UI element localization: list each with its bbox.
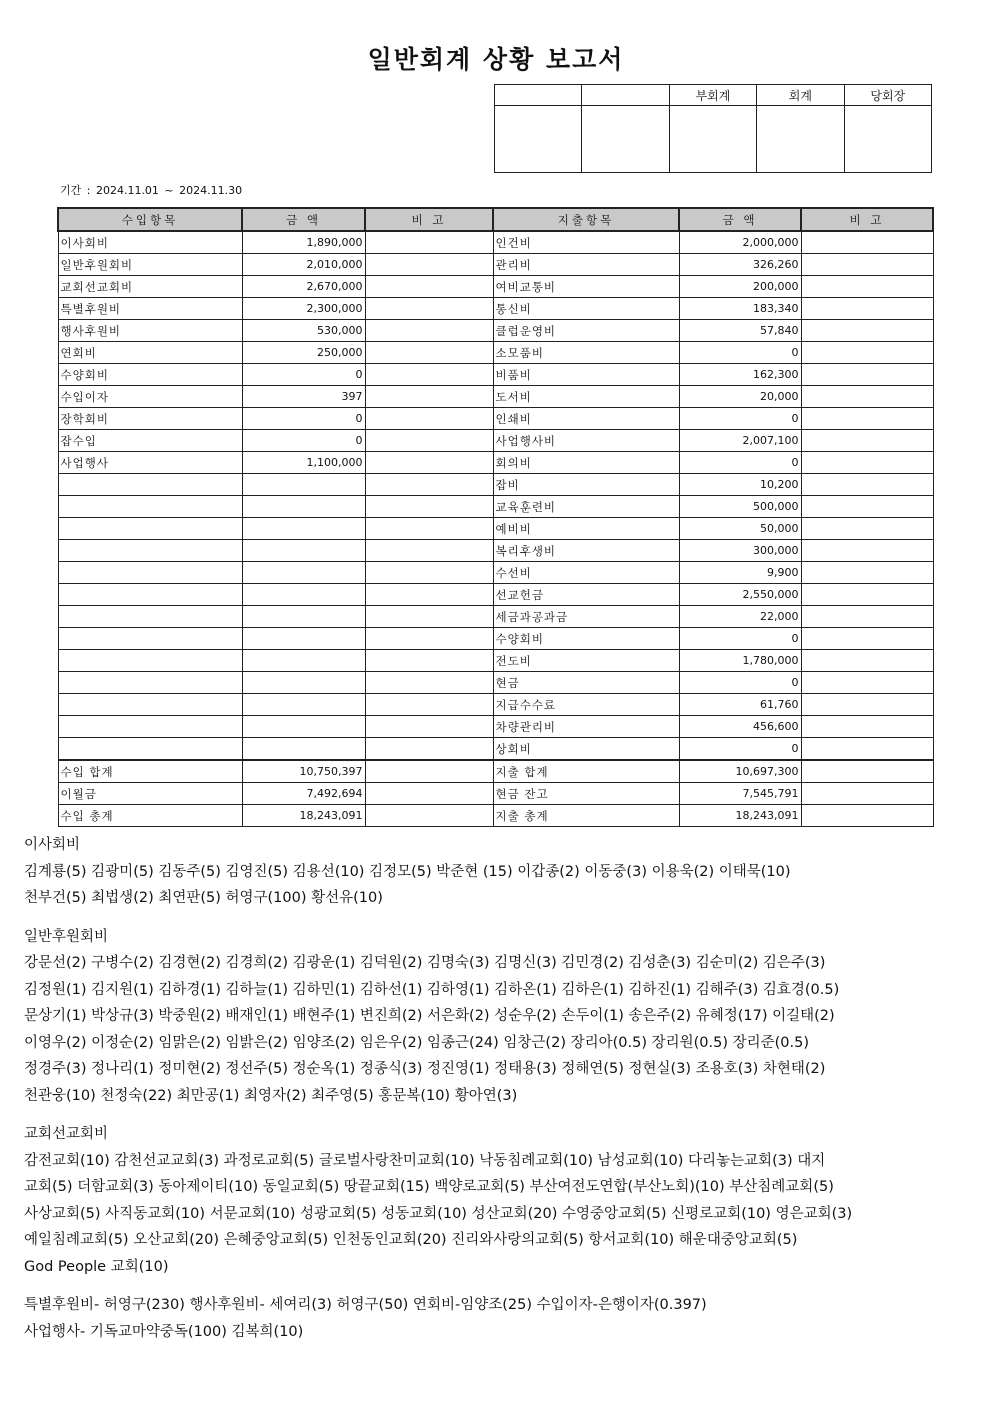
general-line: 이영우(2) 이정순(2) 임맑은(2) 임밝은(2) 임양조(2) 임은우(2) 임종근(24) 임창근(2) 장리아(0.5) 장리원(0.5) 장리준(0.5): [24, 1034, 809, 1051]
expense-amount-header: 금 액: [679, 208, 801, 231]
income-amount-cell: [242, 738, 365, 761]
expense-total-label: 지출 총계: [493, 805, 679, 827]
income-item-cell: 수입이자: [58, 386, 242, 408]
income-note-cell: [365, 342, 493, 364]
board-line: 천부건(5) 최법생(2) 최연판(5) 허영구(100) 황선유(10): [24, 890, 383, 906]
expense-item-cell: 여비교통비: [493, 276, 679, 298]
income-amount-cell: [242, 496, 365, 518]
expense-item-cell: 예비비: [493, 518, 679, 540]
income-item-cell: [58, 584, 242, 606]
income-amount-cell: [242, 540, 365, 562]
income-item-cell: 장학회비: [58, 408, 242, 430]
expense-item-cell: 전도비: [493, 650, 679, 672]
expense-amount-cell: 22,000: [679, 606, 801, 628]
expense-item-cell: 도서비: [493, 386, 679, 408]
income-note-cell: [365, 496, 493, 518]
approval-sign-2: [582, 106, 669, 173]
expense-amount-cell: 0: [679, 408, 801, 430]
income-note-header: 비 고: [365, 208, 493, 231]
report-body: [58, 231, 933, 827]
expense-amount-cell: 61,760: [679, 694, 801, 716]
expense-item-cell: 통신비: [493, 298, 679, 320]
income-amount-cell: [242, 606, 365, 628]
expense-total-amount: 10,697,300: [679, 760, 801, 783]
expense-total-label: 현금 잔고: [493, 783, 679, 805]
income-amount-cell: [242, 584, 365, 606]
expense-amount-cell: 0: [679, 628, 801, 650]
expense-item-cell: 현금: [493, 672, 679, 694]
expense-note-cell: [801, 650, 933, 672]
expense-amount-cell: 0: [679, 452, 801, 474]
expense-amount-cell: 50,000: [679, 518, 801, 540]
income-note-cell: [365, 606, 493, 628]
expense-amount-cell: 2,550,000: [679, 584, 801, 606]
income-amount-cell: [242, 518, 365, 540]
expense-item-cell: 수양회비: [493, 628, 679, 650]
expense-note-cell: [801, 606, 933, 628]
table-row: [58, 276, 933, 298]
approval-label-pastor: 당회장: [844, 85, 931, 106]
income-total-note: [365, 783, 493, 805]
income-item-cell: [58, 738, 242, 761]
expense-item-cell: 수선비: [493, 562, 679, 584]
income-note-cell: [365, 562, 493, 584]
income-item-cell: [58, 628, 242, 650]
income-total-label: 수입 합계: [58, 760, 242, 783]
report-period: 기간 : 2024.11.01 ~ 2024.11.30: [60, 184, 243, 197]
income-note-cell: [365, 298, 493, 320]
general-line: 김정원(1) 김지원(1) 김하경(1) 김하늘(1) 김하민(1) 김하선(1) 김하영(1) 김하온(1) 김하은(1) 김하진(1) 김해주(3) 김효경(0.5): [24, 981, 840, 998]
income-item-cell: [58, 496, 242, 518]
income-amount-cell: [242, 694, 365, 716]
expense-total-note: [801, 805, 933, 827]
general-line: 강문선(2) 구병수(2) 김경현(2) 김경희(2) 김광운(1) 김덕원(2) 김명숙(3) 김명신(3) 김민경(2) 김성춘(3) 김순미(2) 김은주(3): [24, 955, 826, 971]
income-note-cell: [365, 430, 493, 452]
expense-note-cell: [801, 672, 933, 694]
expense-note-cell: [801, 386, 933, 408]
income-amount-cell: 0: [242, 364, 365, 386]
income-amount-cell: [242, 562, 365, 584]
church-line: God People 교회(10): [24, 1258, 169, 1275]
expense-note-cell: [801, 518, 933, 540]
expense-amount-cell: 9,900: [679, 562, 801, 584]
income-item-cell: [58, 562, 242, 584]
income-amount-header: 금 액: [242, 208, 365, 231]
income-item-cell: 행사후원비: [58, 320, 242, 342]
income-note-cell: [365, 320, 493, 342]
approval-sign-3: [669, 106, 756, 173]
approval-sign-4: [757, 106, 844, 173]
approval-sign-5: [844, 106, 931, 173]
income-item-cell: 수양회비: [58, 364, 242, 386]
approval-box: [494, 84, 932, 173]
expense-note-cell: [801, 254, 933, 276]
income-amount-cell: 530,000: [242, 320, 365, 342]
income-item-cell: 사업행사: [58, 452, 242, 474]
income-note-cell: [365, 231, 493, 254]
income-total-amount: 18,243,091: [242, 805, 365, 827]
approval-sign-1: [495, 106, 582, 173]
expense-amount-cell: 200,000: [679, 276, 801, 298]
notes-section: [24, 832, 974, 1345]
income-item-cell: 잡수입: [58, 430, 242, 452]
expense-item-cell: 회의비: [493, 452, 679, 474]
income-amount-cell: 0: [242, 430, 365, 452]
income-note-cell: [365, 364, 493, 386]
expense-note-cell: [801, 430, 933, 452]
expense-note-cell: [801, 562, 933, 584]
income-amount-cell: 2,010,000: [242, 254, 365, 276]
page-title: 일반회계 상황 보고서: [367, 45, 625, 74]
income-total-note: [365, 805, 493, 827]
church-section-title: 교회선교회비: [24, 1126, 109, 1142]
expense-amount-cell: 1,780,000: [679, 650, 801, 672]
other-line: 특별후원비- 허영구(230) 행사후원비- 세여리(3) 허영구(50) 연회비-임양조(25) 수입이자-은행이자(0.397): [24, 1297, 707, 1313]
income-amount-cell: 1,890,000: [242, 231, 365, 254]
table-row: [58, 320, 933, 342]
table-row: [58, 231, 933, 254]
general-line: 천관웅(10) 천정숙(22) 최만공(1) 최영자(2) 최주영(5) 홍문복(10) 황아연(3): [24, 1087, 518, 1104]
expense-note-cell: [801, 694, 933, 716]
table-row: [58, 606, 933, 628]
approval-label-1: [495, 85, 582, 106]
income-item-cell: 일반후원회비: [58, 254, 242, 276]
expense-amount-cell: 456,600: [679, 716, 801, 738]
expense-note-cell: [801, 584, 933, 606]
expense-amount-cell: 2,000,000: [679, 231, 801, 254]
income-note-cell: [365, 540, 493, 562]
income-amount-cell: 250,000: [242, 342, 365, 364]
expense-note-cell: [801, 231, 933, 254]
income-note-cell: [365, 738, 493, 761]
income-amount-cell: [242, 716, 365, 738]
income-amount-cell: [242, 650, 365, 672]
table-row: [58, 650, 933, 672]
church-line: 사상교회(5) 사직동교회(10) 서문교회(10) 성광교회(5) 성동교회(10) 성산교회(20) 수영중앙교회(5) 신평로교회(10) 영은교회(3): [24, 1205, 853, 1222]
income-note-cell: [365, 518, 493, 540]
income-note-cell: [365, 694, 493, 716]
expense-item-cell: 세금과공과금: [493, 606, 679, 628]
expense-note-cell: [801, 628, 933, 650]
expense-note-cell: [801, 496, 933, 518]
expense-amount-cell: 300,000: [679, 540, 801, 562]
expense-item-cell: 인쇄비: [493, 408, 679, 430]
expense-amount-cell: 0: [679, 738, 801, 761]
expense-note-cell: [801, 540, 933, 562]
income-item-cell: 이사회비: [58, 231, 242, 254]
table-row: [58, 584, 933, 606]
income-total-amount: 10,750,397: [242, 760, 365, 783]
table-row: [58, 254, 933, 276]
income-item-cell: [58, 518, 242, 540]
income-item-cell: 특별후원비: [58, 298, 242, 320]
table-row: [58, 430, 933, 452]
income-note-cell: [365, 584, 493, 606]
income-note-cell: [365, 276, 493, 298]
income-amount-cell: 2,670,000: [242, 276, 365, 298]
expense-total-label: 지출 합계: [493, 760, 679, 783]
table-row: [58, 474, 933, 496]
income-amount-cell: [242, 672, 365, 694]
income-item-cell: [58, 474, 242, 496]
expense-amount-cell: 183,340: [679, 298, 801, 320]
table-row: [58, 716, 933, 738]
board-line: 김계룡(5) 김광미(5) 김동주(5) 김영진(5) 김용선(10) 김정모(5) 박준현 (15) 이갑종(2) 이동중(3) 이용욱(2) 이태묵(10): [24, 863, 791, 880]
approval-label-2: [582, 85, 669, 106]
expense-item-cell: 사업행사비: [493, 430, 679, 452]
income-amount-cell: [242, 628, 365, 650]
table-row: [58, 298, 933, 320]
income-note-cell: [365, 672, 493, 694]
expense-amount-cell: 162,300: [679, 364, 801, 386]
income-amount-cell: 0: [242, 408, 365, 430]
income-item-cell: [58, 672, 242, 694]
expense-amount-cell: 2,007,100: [679, 430, 801, 452]
expense-item-cell: 인건비: [493, 231, 679, 254]
income-item-cell: [58, 540, 242, 562]
expense-total-note: [801, 783, 933, 805]
expense-item-cell: 복리후생비: [493, 540, 679, 562]
expense-amount-cell: 20,000: [679, 386, 801, 408]
income-item-cell: [58, 606, 242, 628]
expense-amount-cell: 0: [679, 672, 801, 694]
income-note-cell: [365, 650, 493, 672]
income-item-cell: 교회선교회비: [58, 276, 242, 298]
income-amount-cell: [242, 474, 365, 496]
approval-label-treasurer: 회계: [757, 85, 844, 106]
table-row: [58, 496, 933, 518]
expense-note-cell: [801, 716, 933, 738]
expense-amount-cell: 10,200: [679, 474, 801, 496]
expense-note-header: 비 고: [801, 208, 933, 231]
expense-note-cell: [801, 474, 933, 496]
income-item-cell: [58, 650, 242, 672]
income-item-header: 수입항목: [58, 208, 242, 231]
income-note-cell: [365, 452, 493, 474]
expense-item-cell: 교육훈련비: [493, 496, 679, 518]
expense-note-cell: [801, 342, 933, 364]
other-line: 사업행사- 기독교마약중독(100) 김복희(10): [24, 1323, 304, 1340]
income-item-cell: [58, 694, 242, 716]
church-line: 감전교회(10) 감천선교교회(3) 과정로교회(5) 글로벌사랑찬미교회(10) 낙동침례교회(10) 남성교회(10) 다리놓는교회(3) 대지: [24, 1152, 826, 1169]
expense-item-header: 지출항목: [493, 208, 679, 231]
table-row: [58, 694, 933, 716]
expense-amount-cell: 326,260: [679, 254, 801, 276]
expense-item-cell: 잡비: [493, 474, 679, 496]
table-row: [58, 672, 933, 694]
expense-amount-cell: 0: [679, 342, 801, 364]
expense-item-cell: 클럽운영비: [493, 320, 679, 342]
total-row: [58, 805, 933, 827]
table-row: [58, 518, 933, 540]
general-line: 정경주(3) 정나리(1) 정미현(2) 정선주(5) 정순옥(1) 정종식(3) 정진영(1) 정태용(3) 정해연(5) 정현실(3) 조용호(3) 차현태(2): [24, 1061, 826, 1077]
income-note-cell: [365, 474, 493, 496]
table-row: [58, 628, 933, 650]
income-total-note: [365, 760, 493, 783]
church-line: 예일침례교회(5) 오산교회(20) 은혜중앙교회(5) 인천동인교회(20) 진리와사랑의교회(5) 항서교회(10) 해운대중앙교회(5): [24, 1232, 798, 1248]
table-row: [58, 342, 933, 364]
total-row: [58, 760, 933, 783]
expense-note-cell: [801, 738, 933, 761]
table-row: [58, 562, 933, 584]
report-table: [57, 207, 934, 827]
table-row: [58, 452, 933, 474]
general-section-title: 일반후원회비: [24, 928, 109, 945]
expense-item-cell: 상회비: [493, 738, 679, 761]
income-total-label: 이월금: [58, 783, 242, 805]
expense-amount-cell: 57,840: [679, 320, 801, 342]
income-note-cell: [365, 716, 493, 738]
table-row: [58, 738, 933, 761]
income-note-cell: [365, 628, 493, 650]
table-row: [58, 386, 933, 408]
income-item-cell: 연회비: [58, 342, 242, 364]
general-line: 문상기(1) 박상규(3) 박중원(2) 배재인(1) 배현주(1) 변진희(2) 서은화(2) 성순우(2) 손두이(1) 송은주(2) 유혜정(17) 이길태(2): [24, 1008, 835, 1024]
church-line: 교회(5) 더함교회(3) 동아제이티(10) 동일교회(5) 땅끝교회(15) 백양로교회(5) 부산여전도연합(부산노회)(10) 부산침례교회(5): [24, 1179, 834, 1195]
expense-item-cell: 비품비: [493, 364, 679, 386]
total-row: [58, 783, 933, 805]
expense-note-cell: [801, 320, 933, 342]
expense-note-cell: [801, 364, 933, 386]
expense-total-amount: 18,243,091: [679, 805, 801, 827]
income-note-cell: [365, 254, 493, 276]
expense-note-cell: [801, 276, 933, 298]
expense-total-note: [801, 760, 933, 783]
expense-item-cell: 차량관리비: [493, 716, 679, 738]
expense-note-cell: [801, 452, 933, 474]
expense-total-amount: 7,545,791: [679, 783, 801, 805]
approval-label-vice-treasurer: 부회계: [669, 85, 756, 106]
expense-item-cell: 소모품비: [493, 342, 679, 364]
table-row: [58, 540, 933, 562]
income-total-amount: 7,492,694: [242, 783, 365, 805]
expense-item-cell: 선교헌금: [493, 584, 679, 606]
expense-amount-cell: 500,000: [679, 496, 801, 518]
income-item-cell: [58, 716, 242, 738]
income-amount-cell: 1,100,000: [242, 452, 365, 474]
expense-item-cell: 지급수수료: [493, 694, 679, 716]
income-note-cell: [365, 386, 493, 408]
board-section-title: 이사회비: [24, 837, 81, 853]
expense-item-cell: 관리비: [493, 254, 679, 276]
expense-note-cell: [801, 298, 933, 320]
expense-note-cell: [801, 408, 933, 430]
income-note-cell: [365, 408, 493, 430]
income-total-label: 수입 총계: [58, 805, 242, 827]
table-row: [58, 364, 933, 386]
table-row: [58, 408, 933, 430]
income-amount-cell: 2,300,000: [242, 298, 365, 320]
income-amount-cell: 397: [242, 386, 365, 408]
